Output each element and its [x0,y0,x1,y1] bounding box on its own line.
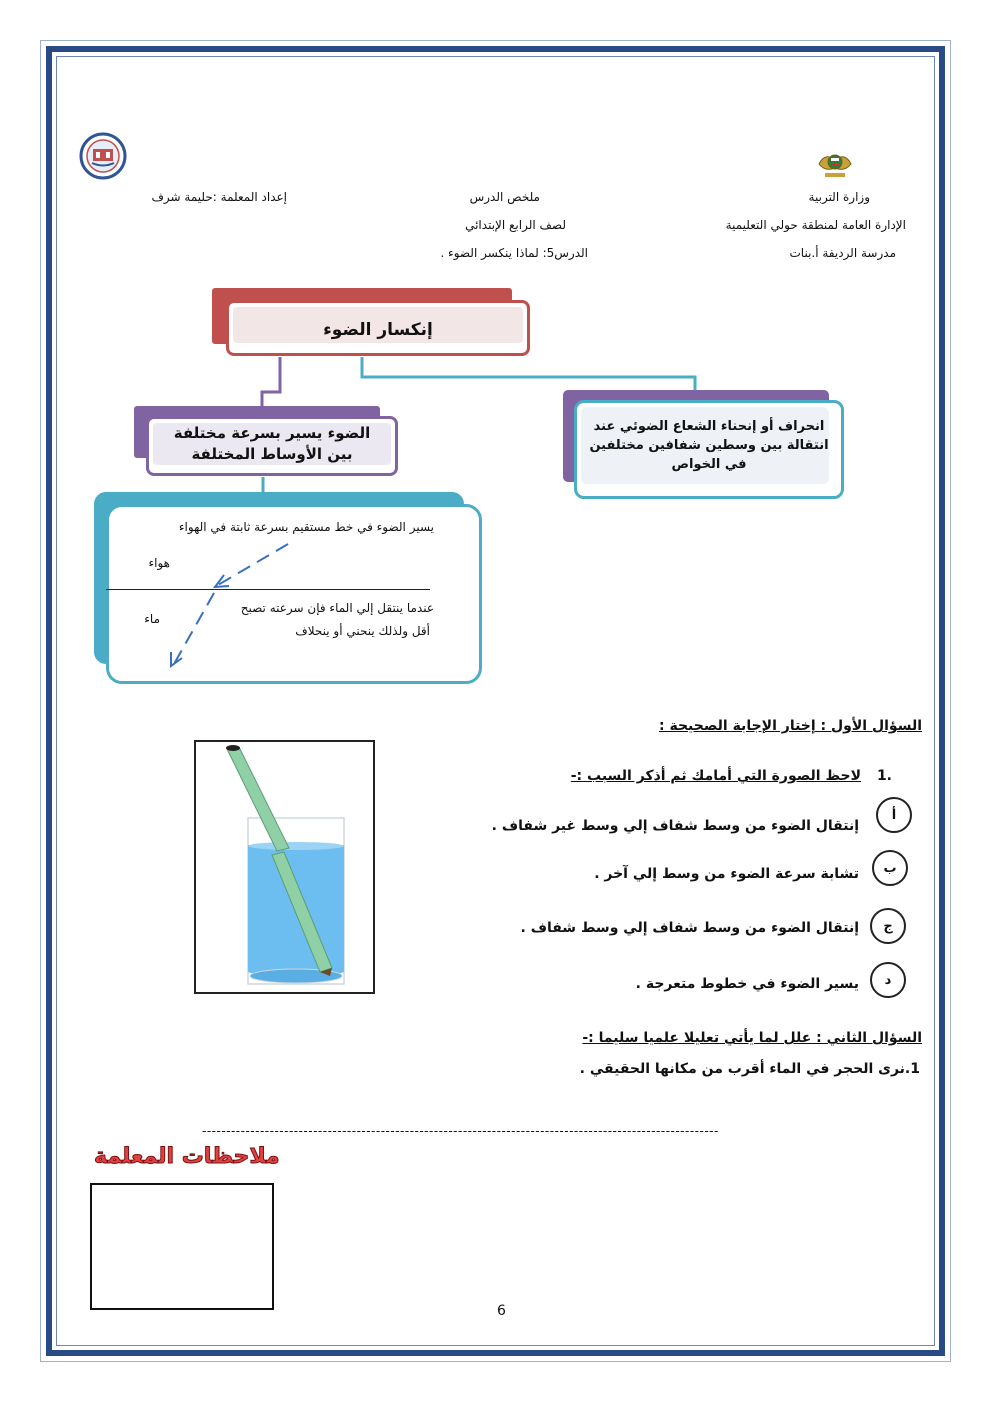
school-label: مدرسة الرديفة أ.بنات [789,246,896,260]
option-b-text[interactable]: تشابة سرعة الضوء من وسط إلي آخر . [594,866,859,882]
concept-title: إنكسار الضوء [323,320,433,340]
definition-text: انحراف أو إنحناء الشعاع الضوئي عند انتقالة بين وسطين شفافين مختلفين في الخواص [589,419,829,472]
lesson-label: الدرس5: لماذا ينكسر الضوء . [440,246,588,260]
question2-item: 1.نرى الحجر في الماء أقرب من مكانها الحقيقي . [579,1061,920,1077]
detail-air-text: يسير الضوء في خط مستقيم بسرعة ثابتة في الهواء [178,520,434,534]
question1-item-number: 1. [876,768,892,784]
refraction-ray-diagram [0,0,992,700]
grade-label: لصف الرابع الإبتدائي [465,218,566,232]
teacher-label: إعداد المعلمة :حليمة شرف [151,190,287,204]
summary-label: ملخص الدرس [469,190,540,204]
answer-line[interactable]: ----------------------------------------------------------------------------------------------------------- [202,1124,719,1138]
detail-water-text-2: أقل ولذلك ينحني أو ينحلاف [295,624,430,638]
teacher-notes-box[interactable] [90,1183,274,1310]
air-label: هواء [148,556,170,570]
question1-title: السؤال الأول : إختار الإجابة الصحيحة : [658,718,922,734]
option-b-marker[interactable]: ب [872,850,908,886]
option-a-text[interactable]: إنتقال الضوء من وسط شفاف إلي وسط غير شفاف . [491,818,859,834]
page-number: 6 [497,1303,506,1319]
water-label: ماء [144,612,160,626]
option-c-marker[interactable]: ج [870,908,906,944]
district-label: الإدارة العامة لمنطقة حولي التعليمية [725,218,906,232]
detail-water-text-1: عندما ينتقل إلي الماء فإن سرعته تصبح [240,601,434,615]
straw-in-glass-image [194,740,375,994]
teacher-notes-title: ملاحظات المعلمة [94,1144,280,1169]
speed-line-1: الضوء يسير بسرعة مختلفة [173,424,371,442]
ministry-label: وزارة التربية [808,190,870,204]
option-d-marker[interactable]: د [870,962,906,998]
speed-line-2: بين الأوساط المختلفة [191,445,353,463]
option-a-marker[interactable]: أ [876,797,912,833]
question2-title: السؤال الثاني : علل لما يأتي تعليلا علميا سليما :- [582,1030,922,1046]
option-d-text[interactable]: يسير الضوء في خطوط متعرجة . [635,976,859,992]
question1-prompt: لاحظ الصورة التي أمامك ثم أذكر السبب :- [570,768,861,784]
option-c-text[interactable]: إنتقال الضوء من وسط شفاف إلي وسط شفاف . [520,920,859,936]
